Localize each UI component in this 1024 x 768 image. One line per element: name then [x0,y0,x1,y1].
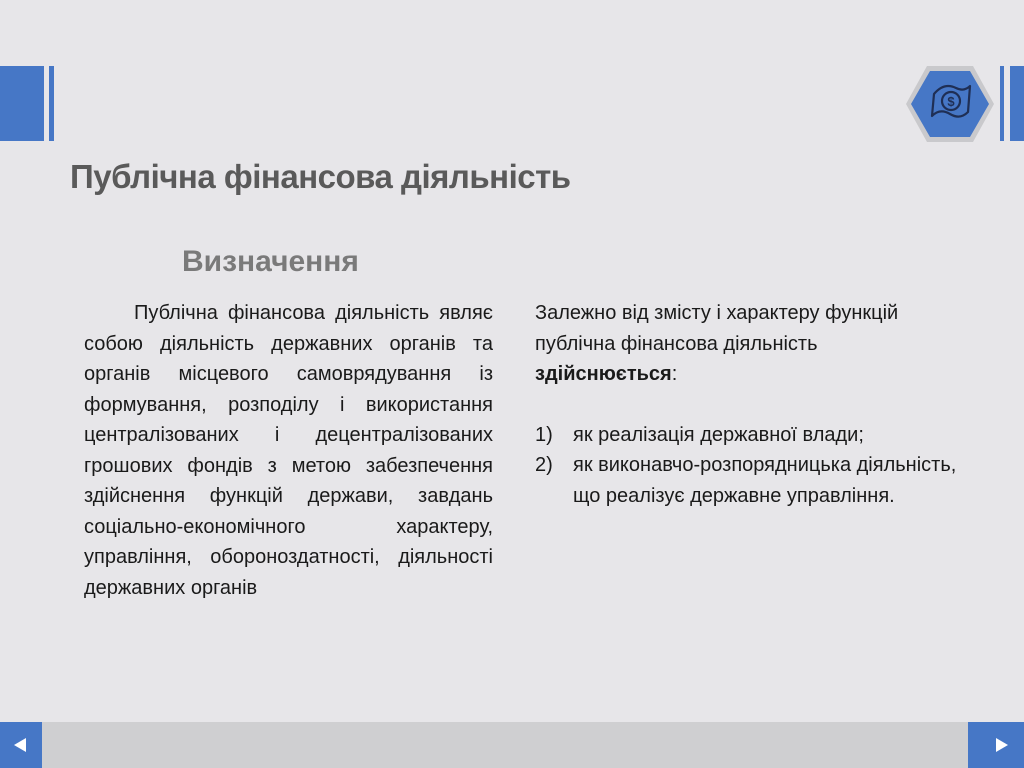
definition-text: Публічна фінансова діяльність являє собою діяльність державних органів та органів місцевого самоврядування із формування, розподілу і використання централізованих і децентралізованих грошових фондів з метою забезпечення здійснення функцій держави, завдань соціально-економічного характеру, управління, обороноздатності, діяльності державних органів [84,302,493,599]
functions-intro-colon: : [671,363,678,385]
triangle-right-icon [996,738,1008,752]
page-title: Публічна фінансова діяльність [70,158,571,195]
right-accent-line [1000,66,1004,141]
list-item [535,420,965,451]
list-item-text: як реалізація державної влади; [573,423,864,446]
list-item-number: 2) [535,454,553,476]
triangle-left-icon [14,738,26,752]
functions-intro-text: Залежно від змісту і характеру функцій публічна фінансова діяльність [535,302,899,355]
list-item-text: як виконавчо-розпорядницька діяльність, що реалізує державне управління. [573,454,957,507]
functions-intro-bold: здійснюється [535,363,672,385]
functions-intro [535,298,965,390]
list-item-number: 1) [535,423,553,446]
section-subtitle: Визначення [182,245,359,278]
next-slide-button[interactable] [968,722,1024,768]
list-item [535,450,965,511]
money-hexagon-icon [904,64,996,144]
svg-text:$: $ [947,94,955,109]
left-accent-bar [0,66,44,141]
right-accent-bar [1010,66,1024,141]
previous-slide-button[interactable] [0,722,42,768]
functions-list [535,420,965,512]
left-accent-line [49,66,54,141]
footer-bar [0,722,1024,768]
functions-column [535,298,965,511]
